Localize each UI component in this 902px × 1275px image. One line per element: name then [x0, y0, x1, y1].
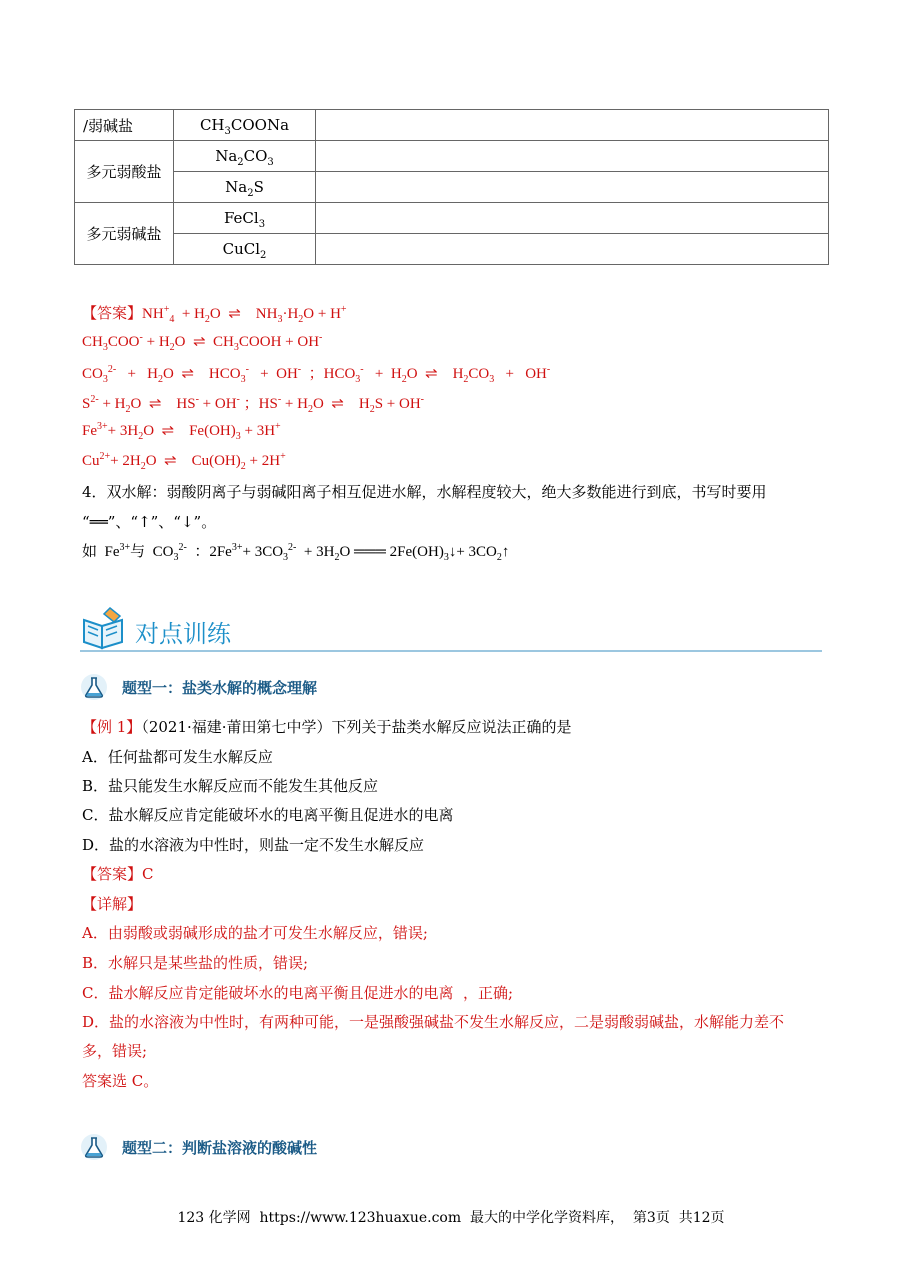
- answer-label: 【答案】: [82, 865, 143, 883]
- table-row: [75, 141, 829, 172]
- answer-equation: $CO_3^{2-} + H_2O$ ⇌ $HCO_3^- + OH^-$ ；$HCO_3^- + H_2O$ ⇌ $H_2CO_3 + OH^-$: [82, 364, 551, 385]
- equation-text: $NH^+_4 + H_2O$ ⇌ $NH_3\cdot H_2O + H^+$: [142, 304, 347, 325]
- answer-value: C: [142, 865, 154, 883]
- detail-label: 【详解】: [82, 895, 143, 913]
- table-row: [75, 110, 829, 141]
- detail-c: C．盐水解反应肯定能破坏水的电离平衡且促进水的电离 ，正确;: [82, 984, 514, 1002]
- table-formula: $CH_3COONa$: [174, 110, 316, 141]
- book-icon: [80, 606, 128, 654]
- flask-icon: [80, 673, 110, 705]
- table-blank: [316, 110, 829, 141]
- detail-d: D．盐的水溶液为中性时，有两种可能，一是强酸强碱盐不发生水解反应，二是弱酸弱碱盐，水解能力差不: [82, 1013, 785, 1031]
- table-row: [75, 234, 829, 265]
- option-c: C．盐水解反应肯定能破坏水的电离平衡且促进水的电离: [82, 806, 454, 824]
- page-footer: 123 化学网 https://www.123huaxue.com 最大的中学化学资料库， 第3页 共12页: [177, 1210, 725, 1226]
- section-header: [80, 606, 822, 654]
- section-title: 对点训练: [135, 620, 231, 648]
- question-type-heading: [80, 1133, 480, 1163]
- conclusion: 答案选 C。: [82, 1072, 159, 1090]
- table-formula: $Na_2CO_3$: [174, 141, 316, 172]
- table-row: [75, 172, 829, 203]
- table-category: /弱碱盐: [75, 110, 174, 141]
- question-type-title: 题型二：判断盐溶液的酸碱性: [122, 1139, 318, 1157]
- double-hydrolysis-text: 4．双水解：弱酸阴离子与弱碱阳离子相互促进水解，水解程度较大，绝大多数能进行到底，书写时要用: [82, 483, 767, 501]
- table-blank: [316, 172, 829, 203]
- answer-equation: $Fe^{3+}+ 3H_2O$ ⇌ $Fe(OH)_3 + 3H^+$: [82, 421, 281, 442]
- table-category: 多元弱碱盐: [75, 203, 174, 265]
- table-formula: FeCl$_3$: [174, 203, 316, 234]
- double-hydrolysis-example: 如 $Fe^{3+}$与 $CO_3^{2-}$ ：$2Fe^{3+}+ 3CO_3^{2-} + 3H_2O$ ═══ $2Fe(OH)_3↓+$ $3CO_2↑$: [82, 542, 510, 563]
- option-a: A．任何盐都可发生水解反应: [82, 748, 273, 766]
- double-hydrolysis-symbols: “══”、“↑”、“↓”。: [82, 513, 217, 531]
- detail-d-cont: 多，错误;: [82, 1042, 148, 1060]
- answer-equation: $S^{2-} + H_2O$ ⇌ HS- + OH- ；$HS^- + H_2O$ ⇌ $H_2S + OH^-$: [82, 394, 424, 415]
- answer-equation: $CH_3COO^- + H_2O$ ⇌ $CH_3COOH + OH^-$: [82, 332, 323, 353]
- flask-icon: [80, 1133, 110, 1165]
- table-blank: [316, 234, 829, 265]
- question-type-title: 题型一：盐类水解的概念理解: [122, 679, 318, 697]
- table-blank: [316, 203, 829, 234]
- answer-equation: $Cu^{2+}+ 2H_2O$ ⇌ $Cu(OH)_2 + 2H^+$: [82, 451, 286, 472]
- table-formula: $Na_2S$: [174, 172, 316, 203]
- example-label: 【例 1】: [82, 718, 142, 736]
- example-question: [82, 716, 572, 737]
- answer: [82, 863, 154, 884]
- table-blank: [316, 141, 829, 172]
- table-row: [75, 203, 829, 234]
- detail-a: A．由弱酸或弱碱形成的盐才可发生水解反应，错误;: [82, 924, 428, 942]
- example-question-text: （2021·福建·莆田第七中学）下列关于盐类水解反应说法正确的是: [141, 718, 572, 736]
- salt-hydrolysis-table: [74, 109, 829, 265]
- question-type-heading: [80, 673, 480, 703]
- section-divider: [80, 650, 822, 652]
- option-d: D．盐的水溶液为中性时，则盐一定不发生水解反应: [82, 836, 425, 854]
- table-category: 多元弱酸盐: [75, 141, 174, 203]
- answer-equation: [82, 302, 347, 323]
- answer-label: 【答案】: [82, 306, 143, 322]
- option-b: B．盐只能发生水解反应而不能发生其他反应: [82, 777, 379, 795]
- table-formula: CuCl$_2$: [174, 234, 316, 265]
- detail-b: B．水解只是某些盐的性质，错误;: [82, 954, 309, 972]
